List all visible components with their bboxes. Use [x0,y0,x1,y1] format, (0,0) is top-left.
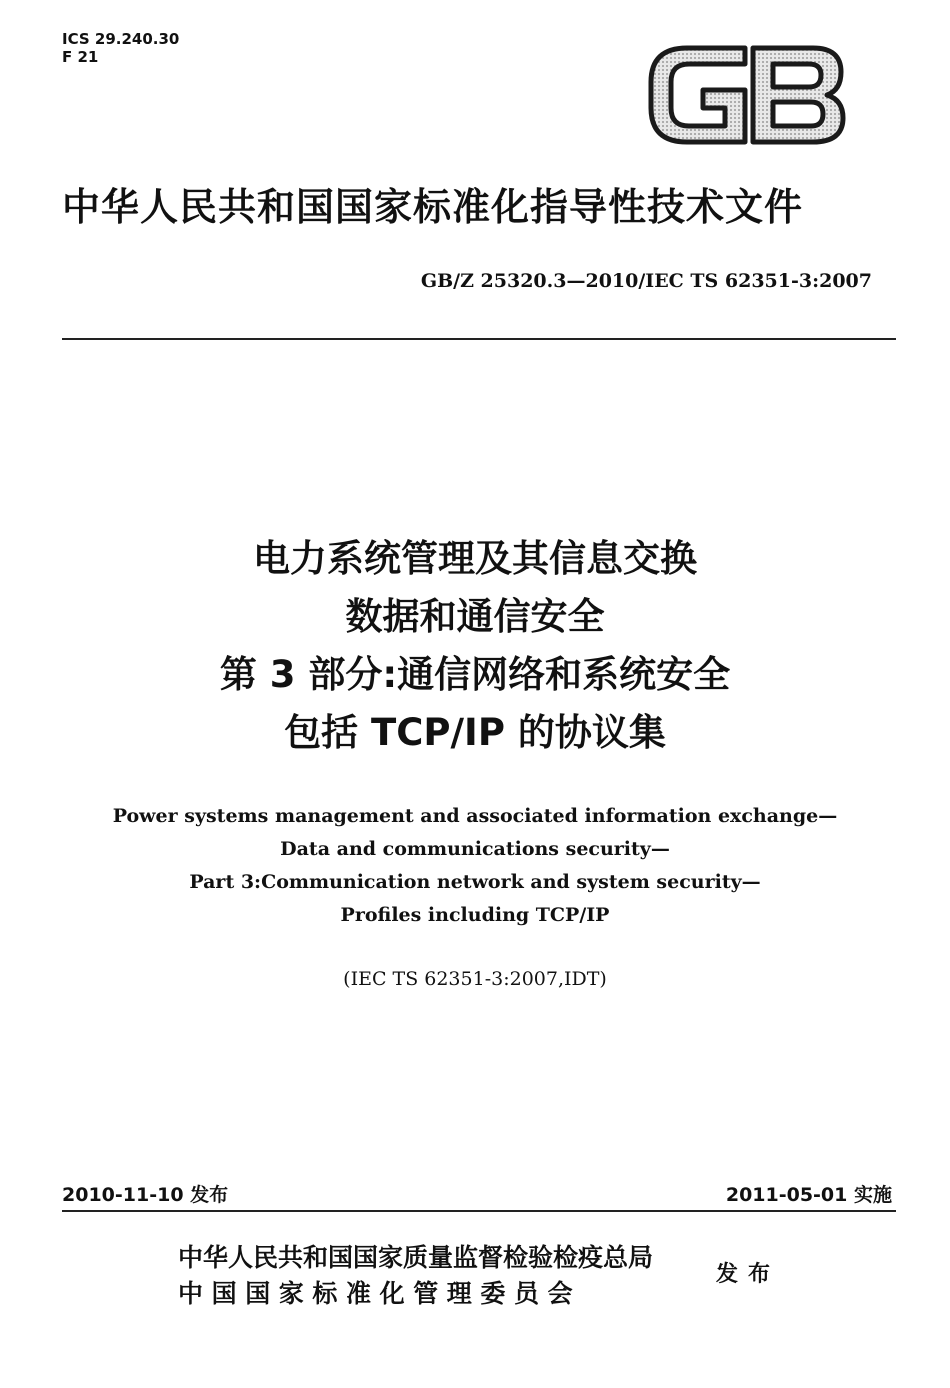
document-number: GB/Z 25320.3—2010/IEC TS 62351-3:2007 [420,270,872,292]
gb-logo [645,40,850,150]
chinese-title-block [0,530,950,762]
english-title-line: Data and communications security— [280,838,670,860]
chinese-title-line: 数据和通信安全 [345,595,605,638]
bottom-divider [62,1210,896,1212]
english-title-block [0,800,950,932]
english-title-line: Power systems management and associated information exchange— [112,805,838,827]
chinese-title-line: 电力系统管理及其信息交换 [253,537,697,580]
ics-code: ICS 29.240.30 [62,30,180,48]
top-divider [62,338,896,340]
publish-label: 发布 [716,1262,781,1287]
issue-date: 2010-11-10 发布 [62,1184,229,1206]
classification-code: F 21 [62,48,99,66]
chinese-title-line: 包括 TCP/IP 的协议集 [284,711,666,754]
issuer-name: 中国国家标准化管理委员会 [178,1279,582,1308]
issuer-name: 中华人民共和国国家质量监督检验检疫总局 [178,1243,654,1272]
main-title: 中华人民共和国国家标准化指导性技术文件 [62,185,804,229]
english-title-line: Profiles including TCP/IP [340,904,610,926]
issuer-block [178,1240,653,1312]
standard-codes [62,30,179,66]
equivalence-note: (IEC TS 62351-3:2007,IDT) [343,968,607,990]
english-title-line: Part 3:Communication network and system security— [189,871,761,893]
chinese-title-line: 第 3 部分:通信网络和系统安全 [219,653,731,696]
implementation-date: 2011-05-01 实施 [725,1184,892,1206]
